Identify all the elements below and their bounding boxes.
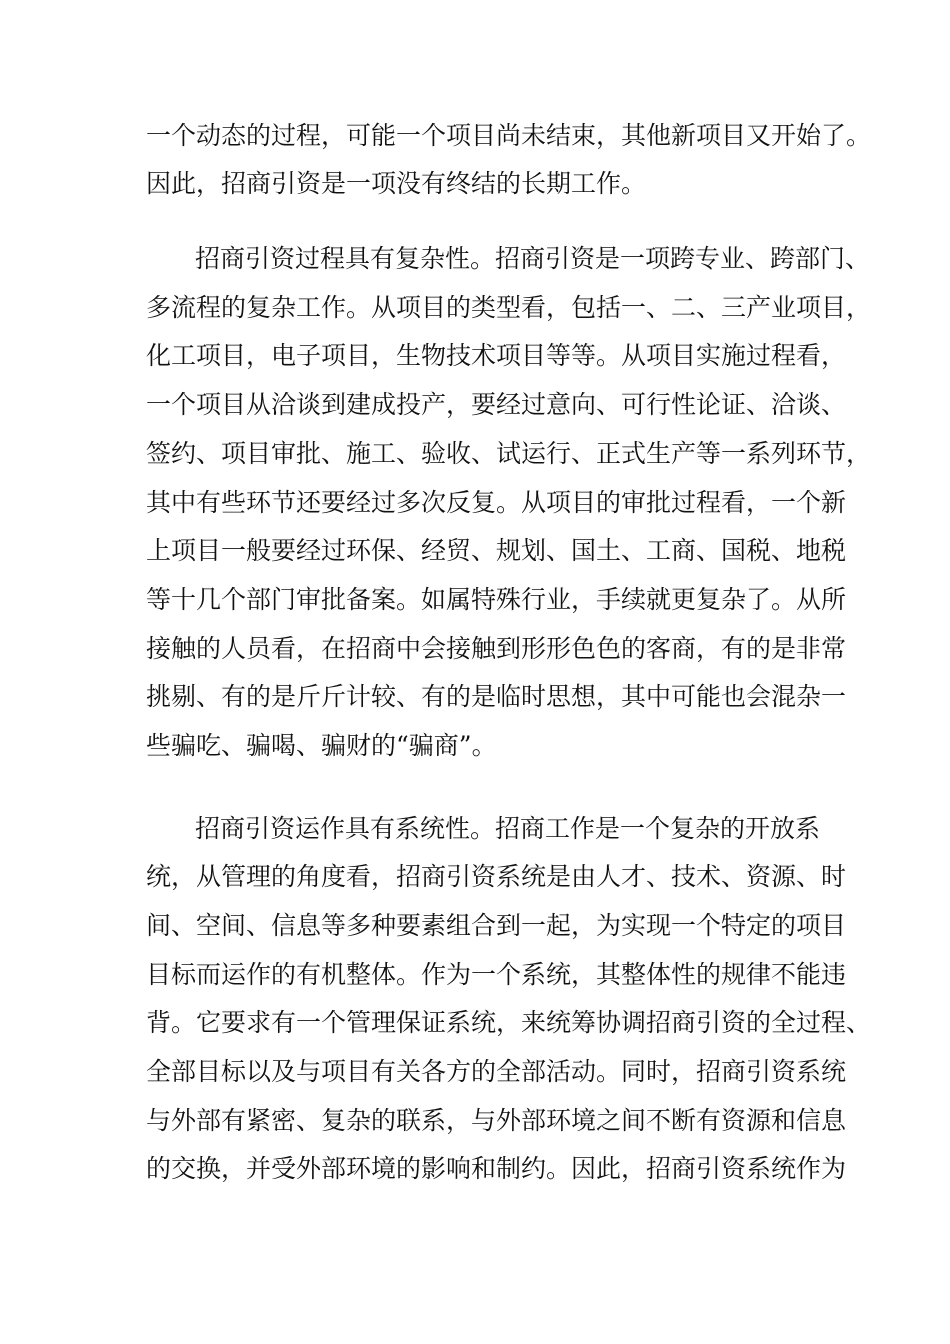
text-line: 统，从管理的角度看，招商引资系统是由人才、技术、资源、时 [146,862,847,891]
paragraph-first-line: 招商引资过程具有复杂性。招商引资是一项跨专业、跨部门、 [195,244,871,273]
text-line: 上项目一般要经过环保、经贸、规划、国土、工商、国税、地税 [146,536,847,565]
text-line: 挑剔、有的是斤斤计较、有的是临时思想，其中可能也会混杂一 [146,682,847,711]
text-line: 一个动态的过程，可能一个项目尚未结束，其他新项目又开始了。 [146,121,872,150]
text-line: 其中有些环节还要经过多次反复。从项目的审批过程看，一个新 [146,488,847,517]
text-line: 间、空间、信息等多种要素组合到一起，为实现一个特定的项目 [146,911,847,940]
text-line: 一个项目从洽谈到建成投产，要经过意向、可行性论证、洽谈、 [146,390,847,419]
text-line: 背。它要求有一个管理保证系统，来统筹协调招商引资的全过程、 [146,1008,872,1037]
text-line: 些骗吃、骗喝、骗财的“骗商”。 [146,731,497,760]
text-line: 全部目标以及与项目有关各方的全部活动。同时，招商引资系统 [146,1057,847,1086]
text-line: 的交换，并受外部环境的影响和制约。因此，招商引资系统作为 [146,1154,847,1183]
text-line: 因此，招商引资是一项没有终结的长期工作。 [146,169,647,198]
text-line: 与外部有紧密、复杂的联系，与外部环境之间不断有资源和信息 [146,1106,847,1135]
text-line: 化工项目，电子项目，生物技术项目等等。从项目实施过程看， [146,341,847,370]
text-line: 目标而运作的有机整体。作为一个系统，其整体性的规律不能违 [146,960,847,989]
paragraph-first-line: 招商引资运作具有系统性。招商工作是一个复杂的开放系 [195,814,821,843]
text-line: 等十几个部门审批备案。如属特殊行业，手续就更复杂了。从所 [146,585,847,614]
text-line: 签约、项目审批、施工、验收、试运行、正式生产等一系列环节， [146,439,872,468]
text-line: 接触的人员看，在招商中会接触到形形色色的客商，有的是非常 [146,634,847,663]
text-line: 多流程的复杂工作。从项目的类型看，包括一、二、三产业项目， [146,293,872,322]
